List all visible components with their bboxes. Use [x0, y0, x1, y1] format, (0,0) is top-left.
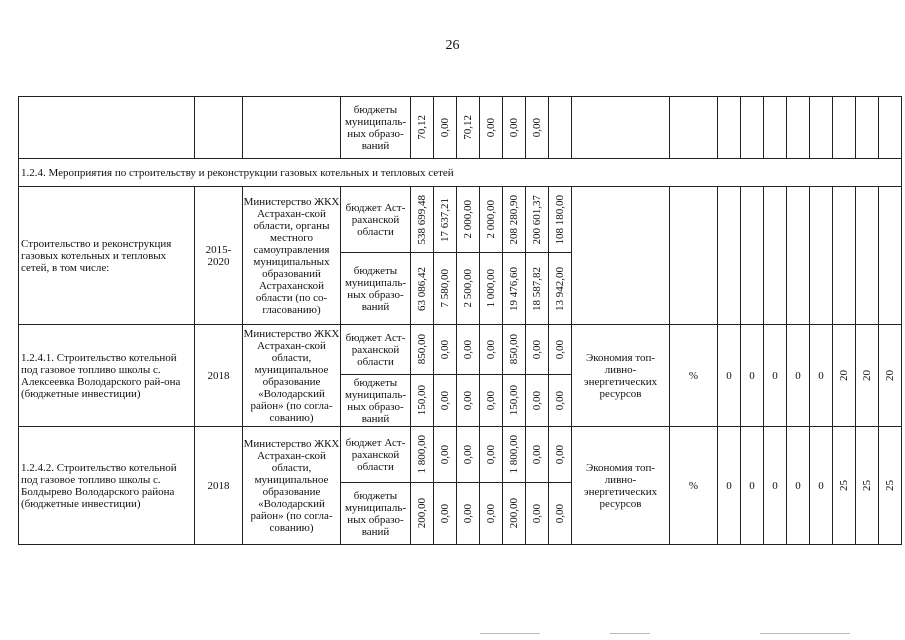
value-cell: 0,00 [526, 483, 549, 545]
indicator-value: 20 [833, 325, 856, 427]
cell-empty [764, 97, 787, 159]
indicator-value: 25 [879, 427, 902, 545]
scan-artifact [760, 633, 850, 634]
value-cell [549, 97, 572, 159]
value-cell: 0,00 [526, 375, 549, 427]
indicator-value: 0 [810, 325, 833, 427]
measure-name: 1.2.4.1. Строительство котельной под газовое топливо школы с. Алексеевка Володарского рай-она (бюджетные инвестиции) [19, 325, 195, 427]
value-cell: 150,00 [411, 375, 434, 427]
value-cell: 0,00 [434, 325, 457, 375]
indicator-cell: Экономия топ-ливно-энергетических ресурсов [572, 427, 670, 545]
cell-empty [833, 97, 856, 159]
block3-row-regional [19, 427, 902, 483]
value-cell: 0,00 [526, 325, 549, 375]
block2-row-regional [19, 325, 902, 375]
indicator-value: 0 [718, 427, 741, 545]
value-cell: 63 086,42 [411, 253, 434, 325]
measure-executor: Министерство ЖКХ Астрахан-ской области, муниципальное образование «Володарский район» (по согла-сованию) [243, 325, 341, 427]
cell-empty [787, 187, 810, 325]
value-cell: 108 180,00 [549, 187, 572, 253]
indicator-value: 25 [856, 427, 879, 545]
value-cell: 13 942,00 [549, 253, 572, 325]
cell-empty [787, 97, 810, 159]
cell-empty [243, 97, 341, 159]
value-cell: 0,00 [480, 427, 503, 483]
cell-empty [879, 97, 902, 159]
budget-source: бюджеты муниципаль-ных образо-ваний [341, 253, 411, 325]
measure-executor: Министерство ЖКХ Астрахан-ской области, органы местного самоуправления муниципальных образований Астраханской области (по со-гласованию) [243, 187, 341, 325]
measure-years: 2015-2020 [195, 187, 243, 325]
value-cell: 2 500,00 [457, 253, 480, 325]
indicator-value: 0 [764, 325, 787, 427]
value-cell: 2 000,00 [457, 187, 480, 253]
value-cell: 7 580,00 [434, 253, 457, 325]
page-number: 26 [445, 38, 460, 53]
value-cell: 0,00 [480, 325, 503, 375]
value-cell: 0,00 [549, 483, 572, 545]
value-cell: 1 800,00 [503, 427, 526, 483]
cell-empty [718, 97, 741, 159]
indicator-value: 20 [879, 325, 902, 427]
value-cell: 0,00 [434, 375, 457, 427]
measure-executor: Министерство ЖКХ Астрахан-ской области, муниципальное образование «Володарский район» (по согла-сованию) [243, 427, 341, 545]
indicator-value: 0 [764, 427, 787, 545]
indicator-value: 0 [741, 427, 764, 545]
cell-empty [856, 97, 879, 159]
measure-years: 2018 [195, 427, 243, 545]
block1-row-regional [19, 187, 902, 253]
value-cell: 0,00 [549, 427, 572, 483]
cell-empty [810, 187, 833, 325]
cell-empty [19, 97, 195, 159]
value-cell: 1 000,00 [480, 253, 503, 325]
value-cell: 0,00 [457, 427, 480, 483]
indicator-value: 0 [787, 427, 810, 545]
program-table [18, 96, 902, 545]
cell-empty [764, 187, 787, 325]
value-cell: 19 476,60 [503, 253, 526, 325]
value-cell: 0,00 [503, 97, 526, 159]
unit-cell: % [670, 325, 718, 427]
value-cell: 850,00 [503, 325, 526, 375]
value-cell: 0,00 [457, 483, 480, 545]
value-cell: 70,12 [457, 97, 480, 159]
measure-name: Строительство и реконструкция газовых котельных и тепловых сетей, в том числе: [19, 187, 195, 325]
scan-artifact [610, 633, 650, 634]
indicator-value: 0 [718, 325, 741, 427]
value-cell: 150,00 [503, 375, 526, 427]
cell-empty [810, 97, 833, 159]
value-cell: 0,00 [549, 325, 572, 375]
budget-source: бюджеты муниципаль-ных образо-ваний [341, 375, 411, 427]
value-cell: 0,00 [434, 97, 457, 159]
cell-empty [856, 187, 879, 325]
value-cell: 1 800,00 [411, 427, 434, 483]
indicator-value: 0 [787, 325, 810, 427]
cell-empty [670, 97, 718, 159]
value-cell: 70,12 [411, 97, 434, 159]
continuation-row [19, 97, 902, 159]
value-cell: 200,00 [411, 483, 434, 545]
value-cell: 0,00 [457, 325, 480, 375]
indicator-value: 0 [741, 325, 764, 427]
cell-empty [572, 97, 670, 159]
indicator-cell [572, 187, 670, 325]
value-cell: 0,00 [480, 97, 503, 159]
cell-empty [833, 187, 856, 325]
unit-cell [670, 187, 718, 325]
value-cell: 0,00 [526, 97, 549, 159]
value-cell: 0,00 [480, 483, 503, 545]
cell-empty [195, 97, 243, 159]
measure-years: 2018 [195, 325, 243, 427]
indicator-value: 0 [810, 427, 833, 545]
value-cell: 538 699,48 [411, 187, 434, 253]
indicator-value: 20 [856, 325, 879, 427]
value-cell: 0,00 [457, 375, 480, 427]
scan-artifact [480, 633, 540, 634]
section-title: 1.2.4. Мероприятия по строительству и реконструкции газовых котельных и тепловых сетей [19, 159, 902, 187]
value-cell: 850,00 [411, 325, 434, 375]
value-cell: 18 587,82 [526, 253, 549, 325]
unit-cell: % [670, 427, 718, 545]
indicator-value: 25 [833, 427, 856, 545]
budget-source: бюджет Аст-раханской области [341, 187, 411, 253]
value-cell: 0,00 [549, 375, 572, 427]
measure-name: 1.2.4.2. Строительство котельной под газовое топливо школы с. Болдырево Володарского района (бюджетные инвестиции) [19, 427, 195, 545]
value-cell: 0,00 [434, 427, 457, 483]
cell-empty [741, 97, 764, 159]
cell-empty [718, 187, 741, 325]
cell-empty [879, 187, 902, 325]
value-cell: 17 637,21 [434, 187, 457, 253]
value-cell: 200 601,37 [526, 187, 549, 253]
value-cell: 208 280,90 [503, 187, 526, 253]
budget-source: бюджет Аст-раханской области [341, 325, 411, 375]
value-cell: 2 000,00 [480, 187, 503, 253]
value-cell: 0,00 [480, 375, 503, 427]
indicator-cell: Экономия топ-ливно-энергетических ресурсов [572, 325, 670, 427]
value-cell: 0,00 [434, 483, 457, 545]
value-cell: 200,00 [503, 483, 526, 545]
budget-source: бюджет Аст-раханской области [341, 427, 411, 483]
budget-source: бюджеты муниципаль-ных образо-ваний [341, 97, 411, 159]
budget-source: бюджеты муниципаль-ных образо-ваний [341, 483, 411, 545]
cell-empty [741, 187, 764, 325]
section-title-row [19, 159, 902, 187]
value-cell: 0,00 [526, 427, 549, 483]
